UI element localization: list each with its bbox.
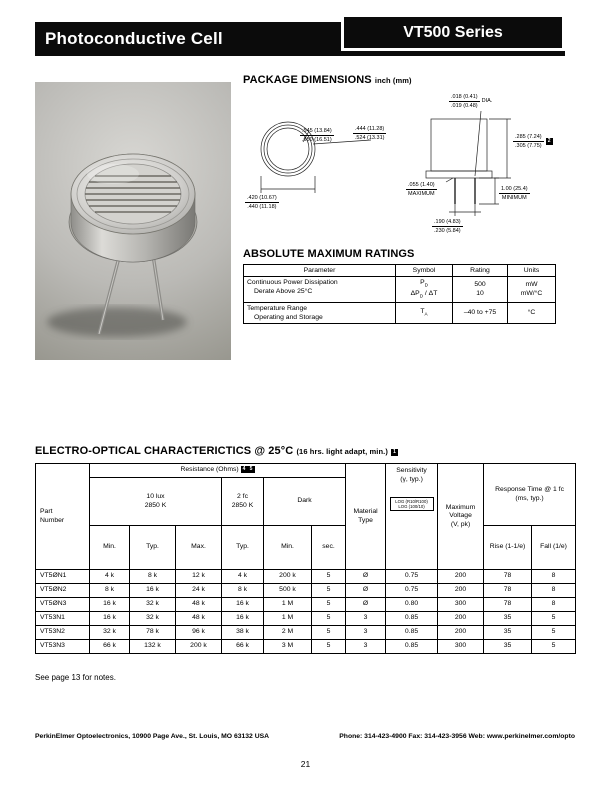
- table-cell: 12 k: [176, 570, 222, 584]
- table-cell: 3: [346, 626, 386, 640]
- table-cell: 35: [484, 626, 532, 640]
- table-cell: 3 M: [264, 640, 312, 654]
- dim-lead-spacing: [432, 219, 463, 234]
- table-row: [36, 640, 576, 654]
- dim-value-max: .545 (13.84): [302, 128, 332, 134]
- table-cell: 32 k: [90, 626, 130, 640]
- absolute-maximum-ratings-heading: [243, 248, 414, 260]
- heading-units: inch (mm): [374, 76, 412, 85]
- table-row: [36, 598, 576, 612]
- photocell-photo-image: [35, 82, 231, 360]
- eo-table-body: [36, 570, 576, 654]
- notes-text: See page 13 for notes.: [35, 673, 116, 682]
- table-cell: 0.75: [386, 570, 438, 584]
- dim-value-max: .190 (4.83): [434, 219, 461, 225]
- table-cell: 35: [484, 640, 532, 654]
- header-line: Material: [353, 508, 378, 515]
- table-header-row: [36, 526, 576, 570]
- table-cell: Ø: [346, 584, 386, 598]
- dim-suffix: DIA.: [481, 98, 493, 105]
- table-cell: 1 M: [264, 612, 312, 626]
- column-header-part-number: [36, 464, 90, 570]
- table-cell: 200: [438, 626, 484, 640]
- header-line: 2 fc: [237, 493, 248, 500]
- dim-value-min: .305 (7.75): [515, 142, 542, 149]
- table-cell: 35: [484, 612, 532, 626]
- rating-line: 10: [476, 290, 484, 298]
- table-cell: 5: [312, 598, 346, 612]
- table-cell: 132 k: [130, 640, 176, 654]
- table-cell: 8 k: [222, 584, 264, 598]
- table-cell: 8 k: [130, 570, 176, 584]
- table-cell: 300: [438, 640, 484, 654]
- subcolumn-rise: Rise (1-1/e): [484, 526, 532, 570]
- units-cell: [508, 277, 556, 303]
- table-cell: 8: [532, 570, 576, 584]
- table-cell: 16 k: [222, 598, 264, 612]
- header-line: Part: [40, 508, 53, 515]
- table-cell: 3: [346, 640, 386, 654]
- header-line: 2850 K: [144, 501, 167, 509]
- table-cell: 4 k: [222, 570, 264, 584]
- footer-contact: Phone: 314-423-4900 Fax: 314-423-3956 Web: www.perkinelmer.com/opto: [339, 733, 575, 740]
- table-cell: 48 k: [176, 612, 222, 626]
- table-cell: 4 k: [90, 570, 130, 584]
- footnote-marker: 1: [391, 449, 398, 456]
- table-cell: 38 k: [222, 626, 264, 640]
- dim-values: [513, 134, 544, 149]
- page-number: 21: [300, 759, 311, 769]
- column-header-2fc: [222, 478, 264, 526]
- symbol-subscript: D: [424, 282, 428, 288]
- table-cell: Ø: [346, 598, 386, 612]
- dim-value-min: .230 (5.84): [434, 227, 461, 234]
- package-dimensions-heading: [243, 74, 412, 86]
- table-cell: 66 k: [222, 640, 264, 654]
- table-cell: 200: [438, 570, 484, 584]
- part-number-cell: VT5ØN3: [36, 598, 90, 612]
- sensitivity-formula-box: [390, 497, 434, 511]
- formula-line: LOG (R10/R100): [395, 499, 428, 504]
- table-cell: 32 k: [130, 598, 176, 612]
- footnote-marker: 4: [241, 466, 248, 473]
- symbol-main: T: [420, 308, 425, 316]
- table-cell: 78: [484, 598, 532, 612]
- header-line: Type: [358, 516, 373, 524]
- dim-can-diameter: [300, 128, 334, 143]
- dim-window-diameter: [353, 126, 386, 141]
- table-cell: 5: [532, 640, 576, 654]
- table-cell: 16 k: [130, 584, 176, 598]
- heading-text: ELECTRO-OPTICAL CHARACTERICTICS @ 25°C: [35, 445, 294, 457]
- formula-line: LOG (100/10): [398, 504, 425, 510]
- column-header-parameter: Parameter: [244, 265, 396, 277]
- table-cell: 5: [532, 612, 576, 626]
- column-header-material-type: [346, 464, 386, 570]
- column-header-maximum-voltage: [438, 464, 484, 570]
- symbol-cell: [396, 277, 453, 303]
- table-cell: 96 k: [176, 626, 222, 640]
- table-cell: 5: [312, 626, 346, 640]
- table-cell: 5: [312, 612, 346, 626]
- table-cell: 200 k: [176, 640, 222, 654]
- part-number-cell: VT53N3: [36, 640, 90, 654]
- table-cell: 1 M: [264, 598, 312, 612]
- dim-flange-thickness: [406, 182, 437, 197]
- table-cell: 16 k: [90, 612, 130, 626]
- photo-shadow: [47, 307, 187, 337]
- header-line: Sensitivity: [396, 467, 427, 474]
- table-cell: 78: [484, 584, 532, 598]
- table-cell: 5: [312, 570, 346, 584]
- part-number-cell: VT5ØN1: [36, 570, 90, 584]
- subcolumn-min: Min.: [90, 526, 130, 570]
- table-cell: 66 k: [90, 640, 130, 654]
- part-number-cell: VT53N1: [36, 612, 90, 626]
- column-header-sensitivity: [386, 464, 438, 570]
- header-line: Response Time @ 1 fc: [495, 486, 564, 493]
- header-line: 10 lux: [146, 493, 165, 500]
- dim-values: [449, 94, 480, 109]
- column-header-10lux: [90, 478, 222, 526]
- parameter-line: Derate Above 25°C: [254, 288, 313, 295]
- table-cell: 200: [438, 584, 484, 598]
- table-cell: 78 k: [130, 626, 176, 640]
- table-cell: 16 k: [90, 598, 130, 612]
- dim-value-min: .019 (0.48): [451, 102, 478, 109]
- series-title: VT500 Series: [403, 23, 503, 41]
- subcolumn-typ: Typ.: [130, 526, 176, 570]
- parameter-cell: [244, 302, 396, 323]
- table-cell: 200 k: [264, 570, 312, 584]
- parameter-cell: [244, 277, 396, 303]
- table-cell: 3: [346, 612, 386, 626]
- parameter-line: Temperature Range: [247, 304, 308, 312]
- footer: [35, 733, 575, 740]
- table-cell: 78: [484, 570, 532, 584]
- footer-address: PerkinElmer Optoelectronics, 10900 Page Ave., St. Louis, MO 63132 USA: [35, 733, 270, 740]
- table-cell: 0.85: [386, 640, 438, 654]
- table-cell: 5: [532, 626, 576, 640]
- table-row: [244, 302, 556, 323]
- symbol-main: P: [420, 279, 425, 286]
- table-cell: 48 k: [176, 598, 222, 612]
- table-cell: 500 k: [264, 584, 312, 598]
- footnote-marker: 5: [248, 466, 255, 473]
- header-line: Voltage: [449, 512, 472, 520]
- dim-value-max: .420 (10.67): [247, 195, 277, 201]
- table-cell: 5: [312, 640, 346, 654]
- symbol-subscript: A: [424, 311, 428, 317]
- dim-qualifier: MAXIMUM: [408, 190, 435, 197]
- header-line: (ms, typ.): [515, 494, 544, 502]
- product-photo: [35, 82, 231, 360]
- table-cell: 0.85: [386, 612, 438, 626]
- symbol-cell: [396, 302, 453, 323]
- electro-optical-table: [35, 463, 576, 654]
- header-line: (V, pk): [450, 520, 471, 528]
- table-header-row: [244, 265, 556, 277]
- package-drawing: [243, 92, 575, 244]
- page-title: Photoconductive Cell: [45, 29, 223, 48]
- units-cell: °C: [508, 302, 556, 323]
- series-badge: [341, 14, 565, 51]
- dim-outer-diameter: [245, 195, 279, 210]
- heading-text: ABSOLUTE MAXIMUM RATINGS: [243, 248, 415, 260]
- symbol-line: [399, 278, 449, 289]
- subcolumn-max: Max.: [176, 526, 222, 570]
- rating-cell: –40 to +75: [453, 302, 508, 323]
- part-number-cell: VT5ØN2: [36, 584, 90, 598]
- heading-condition: (16 hrs. light adapt, min.): [296, 447, 388, 456]
- table-cell: 0.75: [386, 584, 438, 598]
- table-cell: 2 M: [264, 626, 312, 640]
- subcolumn-fall: Fall (1/e): [532, 526, 576, 570]
- table-row: [36, 570, 576, 584]
- table-cell: 32 k: [130, 612, 176, 626]
- units-line: mW: [525, 281, 538, 289]
- column-header-dark: Dark: [264, 478, 346, 526]
- header-text: Resistance (Ohms): [180, 466, 239, 474]
- dim-value-max: .018 (0.41): [451, 94, 478, 100]
- symbol-line: [399, 289, 449, 300]
- dim-value: .055 (1.40): [408, 182, 435, 188]
- part-number-cell: VT53N2: [36, 626, 90, 640]
- table-cell: 300: [438, 598, 484, 612]
- header-line: Maximum: [445, 503, 476, 511]
- electro-optical-heading: [35, 445, 398, 457]
- table-cell: 8: [532, 584, 576, 598]
- column-header-units: Units: [508, 265, 556, 277]
- table-cell: 200: [438, 612, 484, 626]
- absolute-maximum-ratings-table: [243, 264, 556, 324]
- dim-value-max: .285 (7.24): [515, 134, 542, 140]
- dim-value: 1.00 (25.4): [501, 186, 528, 192]
- table-cell: Ø: [346, 570, 386, 584]
- column-header-rating: Rating: [453, 265, 508, 277]
- header-line: (γ, typ.): [400, 475, 423, 483]
- header-line: 2850 K: [231, 501, 254, 509]
- table-cell: 8: [532, 598, 576, 612]
- table-header-row: [36, 464, 576, 478]
- symbol-post: / ΔT: [423, 290, 438, 298]
- dim-value-max: .444 (11.28): [355, 126, 385, 132]
- rating-line: 500: [474, 281, 486, 289]
- table-cell: 24 k: [176, 584, 222, 598]
- column-header-symbol: Symbol: [396, 265, 453, 277]
- subcolumn-dark-min: Min.: [264, 526, 312, 570]
- symbol-subscript: D: [419, 293, 424, 299]
- table-row: [36, 612, 576, 626]
- table-cell: 0.80: [386, 598, 438, 612]
- photocell-can: [69, 154, 197, 262]
- dim-qualifier: MINIMUM: [501, 194, 527, 201]
- table-cell: 0.85: [386, 626, 438, 640]
- parameter-line: Continuous Power Dissipation: [247, 279, 338, 286]
- dim-can-height: [513, 134, 553, 149]
- table-row: [244, 277, 556, 303]
- column-header-resistance: [90, 464, 346, 478]
- subcolumn-typ-2fc: Typ.: [222, 526, 264, 570]
- symbol-main: ΔP: [410, 290, 420, 298]
- subcolumn-dark-sec: sec.: [312, 526, 346, 570]
- rating-cell: [453, 277, 508, 303]
- units-line: mW/°C: [520, 290, 543, 298]
- dim-value-min: .650 (16.51): [302, 136, 332, 143]
- dim-value-min: .440 (11.18): [247, 203, 277, 210]
- table-row: [36, 626, 576, 640]
- package-drawing-lines: [243, 92, 575, 244]
- heading-text: PACKAGE DIMENSIONS: [243, 74, 372, 86]
- dim-lead-diameter: [449, 94, 492, 109]
- dim-lead-length: [499, 186, 530, 201]
- table-cell: 5: [312, 584, 346, 598]
- column-header-response-time: [484, 464, 576, 526]
- dim-value-min: .524 (13.31): [354, 134, 385, 141]
- parameter-line: Operating and Storage: [254, 313, 323, 321]
- footnote-marker: 2: [546, 138, 553, 145]
- table-cell: 8 k: [90, 584, 130, 598]
- header-line: Number: [40, 516, 65, 524]
- table-cell: 16 k: [222, 612, 264, 626]
- table-row: [36, 584, 576, 598]
